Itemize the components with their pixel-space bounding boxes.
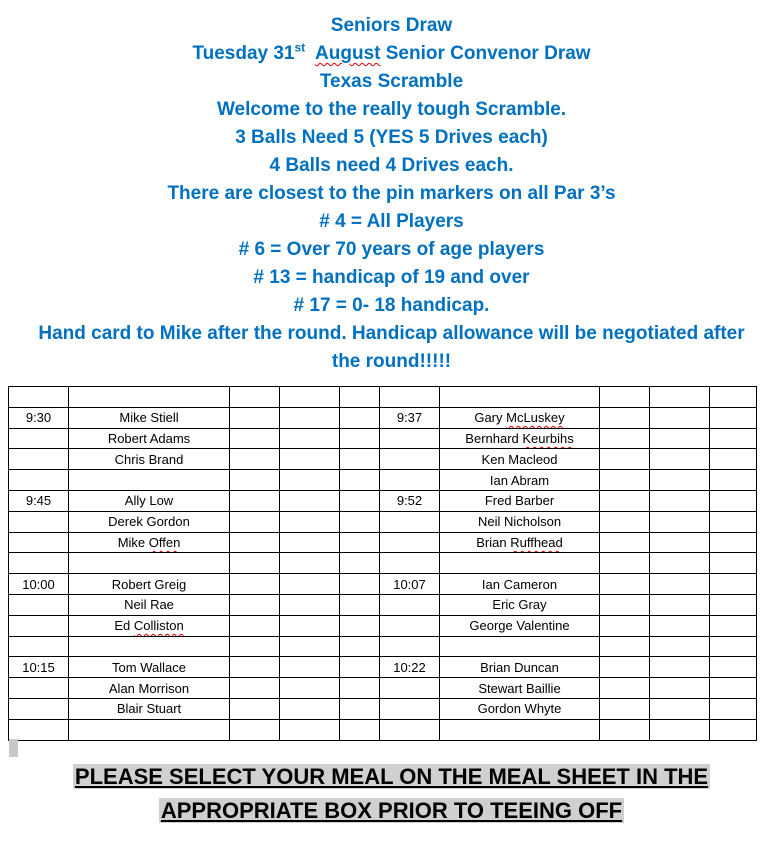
table-cell	[650, 470, 710, 491]
table-cell	[650, 615, 710, 636]
player-name-cell	[69, 719, 230, 740]
table-cell	[650, 553, 710, 574]
tee-time-cell	[380, 636, 440, 657]
three-ball-rule: 3 Balls Need 5 (YES 5 Drives each)	[235, 127, 548, 148]
table-cell	[340, 678, 380, 699]
tee-time-cell: 9:37	[380, 407, 440, 428]
table-cell	[710, 470, 757, 491]
table-cell	[650, 490, 710, 511]
table-cell	[280, 470, 340, 491]
tee-time-cell	[9, 636, 69, 657]
table-cell	[340, 490, 380, 511]
player-name-cell: George Valentine	[440, 615, 600, 636]
table-cell	[650, 511, 710, 532]
player-name-cell: Ken Macleod	[440, 449, 600, 470]
table-cell	[280, 387, 340, 408]
table-cell	[600, 449, 650, 470]
table-cell	[650, 532, 710, 553]
table-cell	[600, 553, 650, 574]
player-name-cell	[69, 470, 230, 491]
four-ball-rule: 4 Balls need 4 Drives each.	[269, 155, 514, 176]
player-name-cell	[440, 428, 600, 449]
table-cell	[650, 678, 710, 699]
tee-time-cell	[9, 678, 69, 699]
tee-time-cell	[9, 428, 69, 449]
table-cell	[230, 387, 280, 408]
table-cell	[280, 636, 340, 657]
table-cell	[650, 428, 710, 449]
table-cell	[600, 678, 650, 699]
table-cell	[230, 574, 280, 595]
table-cell	[340, 657, 380, 678]
table-cell	[230, 719, 280, 740]
player-name-cell: Neil Rae	[69, 594, 230, 615]
player-name-cell: Robert Greig	[69, 574, 230, 595]
date-line	[0, 40, 783, 68]
table-cell	[340, 511, 380, 532]
first-name: Mike	[117, 534, 149, 550]
player-name-cell: Ally Low	[69, 490, 230, 511]
hole-6-rule: # 6 = Over 70 years of age players	[238, 239, 545, 260]
player-name-cell: Derek Gordon	[69, 511, 230, 532]
meal-notice	[0, 760, 783, 828]
table-cell	[230, 698, 280, 719]
table-cell	[710, 698, 757, 719]
table-cell	[600, 719, 650, 740]
player-name-cell	[440, 719, 600, 740]
handcard-note: Hand card to Mike after the round. Handicap allowance will be negotiated after the round!!!!!	[38, 323, 745, 372]
table-cell	[600, 657, 650, 678]
draw-table	[8, 386, 757, 741]
player-name-cell: Blair Stuart	[69, 698, 230, 719]
draw-table-body	[9, 387, 757, 741]
table-cell	[280, 678, 340, 699]
meal-notice-line-2: APPROPRIATE BOX PRIOR TO TEEING OFF	[160, 798, 623, 823]
tee-time-cell: 10:15	[9, 657, 69, 678]
player-name-cell	[440, 387, 600, 408]
tee-time-cell	[380, 532, 440, 553]
table-cell	[230, 678, 280, 699]
table-cell	[650, 407, 710, 428]
table-row	[9, 428, 757, 449]
tee-time-cell	[380, 698, 440, 719]
player-name-cell	[69, 532, 230, 553]
tee-time-cell	[380, 719, 440, 740]
date-month: August	[315, 43, 381, 64]
table-cell	[340, 698, 380, 719]
hole-13-rule: # 13 = handicap of 19 and over	[253, 267, 530, 288]
table-row	[9, 719, 757, 740]
player-name-cell	[440, 553, 600, 574]
table-cell	[280, 553, 340, 574]
table-cell	[650, 449, 710, 470]
tee-time-cell: 10:07	[380, 574, 440, 595]
tee-time-cell	[380, 449, 440, 470]
table-cell	[600, 532, 650, 553]
tee-time-cell	[380, 594, 440, 615]
table-cell	[340, 719, 380, 740]
player-name-cell: Stewart Baillie	[440, 678, 600, 699]
table-cell	[280, 615, 340, 636]
table-cell	[600, 594, 650, 615]
tee-time-cell	[380, 615, 440, 636]
table-cell	[710, 387, 757, 408]
player-name-cell: Ian Abram	[440, 470, 600, 491]
table-cell	[230, 657, 280, 678]
table-cell	[230, 511, 280, 532]
first-name: Ed	[114, 618, 134, 634]
table-cell	[280, 511, 340, 532]
meal-notice-line-1: PLEASE SELECT YOUR MEAL ON THE MEAL SHEET IN THE	[74, 764, 709, 789]
table-cell	[650, 574, 710, 595]
table-cell	[340, 615, 380, 636]
table-cell	[340, 470, 380, 491]
table-row	[9, 657, 757, 678]
flagged-surname: Colliston	[133, 618, 184, 634]
table-cell	[710, 407, 757, 428]
player-name-cell: Chris Brand	[69, 449, 230, 470]
flagged-surname: Keurbihs	[522, 430, 574, 446]
hole-17-rule: # 17 = 0- 18 handicap.	[293, 295, 490, 316]
table-row	[9, 490, 757, 511]
markers-line: There are closest to the pin markers on all Par 3’s	[167, 183, 616, 204]
table-cell	[230, 553, 280, 574]
table-cell	[340, 428, 380, 449]
player-name-cell: Eric Gray	[440, 594, 600, 615]
tee-time-cell	[9, 594, 69, 615]
tee-time-cell	[380, 553, 440, 574]
table-cell	[280, 698, 340, 719]
first-name: Gary	[474, 410, 507, 426]
table-cell	[710, 574, 757, 595]
table-cell	[280, 657, 340, 678]
table-cell	[230, 490, 280, 511]
table-cell	[650, 636, 710, 657]
tee-time-cell	[380, 428, 440, 449]
text-cursor-mark	[9, 739, 18, 757]
first-name: Brian	[476, 534, 511, 550]
table-row	[9, 615, 757, 636]
tee-time-cell	[9, 449, 69, 470]
table-cell	[280, 490, 340, 511]
table-cell	[650, 657, 710, 678]
table-row	[9, 636, 757, 657]
tee-time-cell	[380, 387, 440, 408]
tee-time-cell	[9, 553, 69, 574]
table-cell	[280, 407, 340, 428]
table-cell	[600, 574, 650, 595]
player-name-cell: Neil Nicholson	[440, 511, 600, 532]
player-name-cell: Alan Morrison	[69, 678, 230, 699]
table-cell	[710, 615, 757, 636]
table-cell	[340, 407, 380, 428]
table-cell	[600, 490, 650, 511]
table-cell	[710, 532, 757, 553]
table-cell	[340, 574, 380, 595]
player-name-cell: Tom Wallace	[69, 657, 230, 678]
tee-time-cell	[380, 511, 440, 532]
table-row	[9, 387, 757, 408]
table-cell	[600, 428, 650, 449]
table-cell	[650, 698, 710, 719]
player-name-cell	[440, 636, 600, 657]
table-cell	[710, 553, 757, 574]
table-cell	[340, 553, 380, 574]
tee-time-cell	[9, 615, 69, 636]
table-cell	[230, 407, 280, 428]
tee-time-cell: 10:22	[380, 657, 440, 678]
date-suffix-sup: st	[294, 40, 306, 55]
table-cell	[230, 636, 280, 657]
player-name-cell: Robert Adams	[69, 428, 230, 449]
tee-time-cell: 9:30	[9, 407, 69, 428]
table-cell	[710, 511, 757, 532]
table-cell	[230, 594, 280, 615]
tee-time-cell	[9, 511, 69, 532]
table-cell	[280, 719, 340, 740]
table-row	[9, 698, 757, 719]
player-name-cell: Mike Stiell	[69, 407, 230, 428]
table-row	[9, 574, 757, 595]
table-cell	[280, 449, 340, 470]
player-name-cell: Fred Barber	[440, 490, 600, 511]
table-cell	[710, 678, 757, 699]
first-name: Bernhard	[465, 430, 523, 446]
player-name-cell	[69, 387, 230, 408]
page-title: Seniors Draw	[330, 15, 453, 36]
table-cell	[710, 657, 757, 678]
table-cell	[710, 428, 757, 449]
table-cell	[650, 387, 710, 408]
table-cell	[600, 470, 650, 491]
table-row	[9, 553, 757, 574]
format-line: Texas Scramble	[319, 71, 464, 92]
table-cell	[340, 636, 380, 657]
table-cell	[340, 594, 380, 615]
table-cell	[280, 574, 340, 595]
player-name-cell	[69, 553, 230, 574]
tee-time-cell: 9:52	[380, 490, 440, 511]
table-cell	[710, 449, 757, 470]
tee-time-cell: 10:00	[9, 574, 69, 595]
table-cell	[340, 532, 380, 553]
table-cell	[710, 594, 757, 615]
table-row	[9, 511, 757, 532]
tee-time-cell	[9, 719, 69, 740]
table-cell	[650, 719, 710, 740]
table-cell	[710, 636, 757, 657]
tee-time-cell	[380, 678, 440, 699]
player-name-cell: Gordon Whyte	[440, 698, 600, 719]
flagged-surname: Offen	[148, 534, 181, 550]
table-row	[9, 594, 757, 615]
tee-time-cell	[9, 470, 69, 491]
table-cell	[230, 532, 280, 553]
hole-4-rule: # 4 = All Players	[319, 211, 464, 232]
welcome-line: Welcome to the really tough Scramble.	[216, 99, 567, 120]
flagged-surname: Ruffhead	[510, 534, 563, 550]
player-name-cell	[69, 636, 230, 657]
flagged-surname: McLuskey	[506, 410, 565, 426]
table-cell	[340, 449, 380, 470]
date-suffix: Senior Convenor Draw	[380, 43, 591, 64]
table-row	[9, 449, 757, 470]
table-cell	[710, 719, 757, 740]
table-cell	[600, 387, 650, 408]
player-name-cell	[440, 407, 600, 428]
table-row	[9, 532, 757, 553]
table-cell	[230, 470, 280, 491]
table-cell	[280, 428, 340, 449]
player-name-cell: Brian Duncan	[440, 657, 600, 678]
table-row	[9, 470, 757, 491]
table-row	[9, 407, 757, 428]
table-cell	[600, 636, 650, 657]
tee-time-cell	[380, 470, 440, 491]
table-cell	[340, 387, 380, 408]
player-name-cell	[69, 615, 230, 636]
table-cell	[600, 407, 650, 428]
table-cell	[710, 490, 757, 511]
tee-time-cell	[9, 387, 69, 408]
player-name-cell	[440, 532, 600, 553]
draw-header	[0, 12, 783, 376]
table-cell	[230, 615, 280, 636]
table-cell	[600, 615, 650, 636]
table-row	[9, 678, 757, 699]
table-cell	[230, 428, 280, 449]
table-cell	[280, 594, 340, 615]
player-name-cell: Ian Cameron	[440, 574, 600, 595]
table-cell	[600, 698, 650, 719]
table-cell	[650, 594, 710, 615]
tee-time-cell	[9, 698, 69, 719]
table-cell	[230, 449, 280, 470]
tee-time-cell	[9, 532, 69, 553]
tee-time-cell: 9:45	[9, 490, 69, 511]
table-cell	[280, 532, 340, 553]
date-prefix: Tuesday 31	[192, 43, 295, 64]
table-cell	[600, 511, 650, 532]
